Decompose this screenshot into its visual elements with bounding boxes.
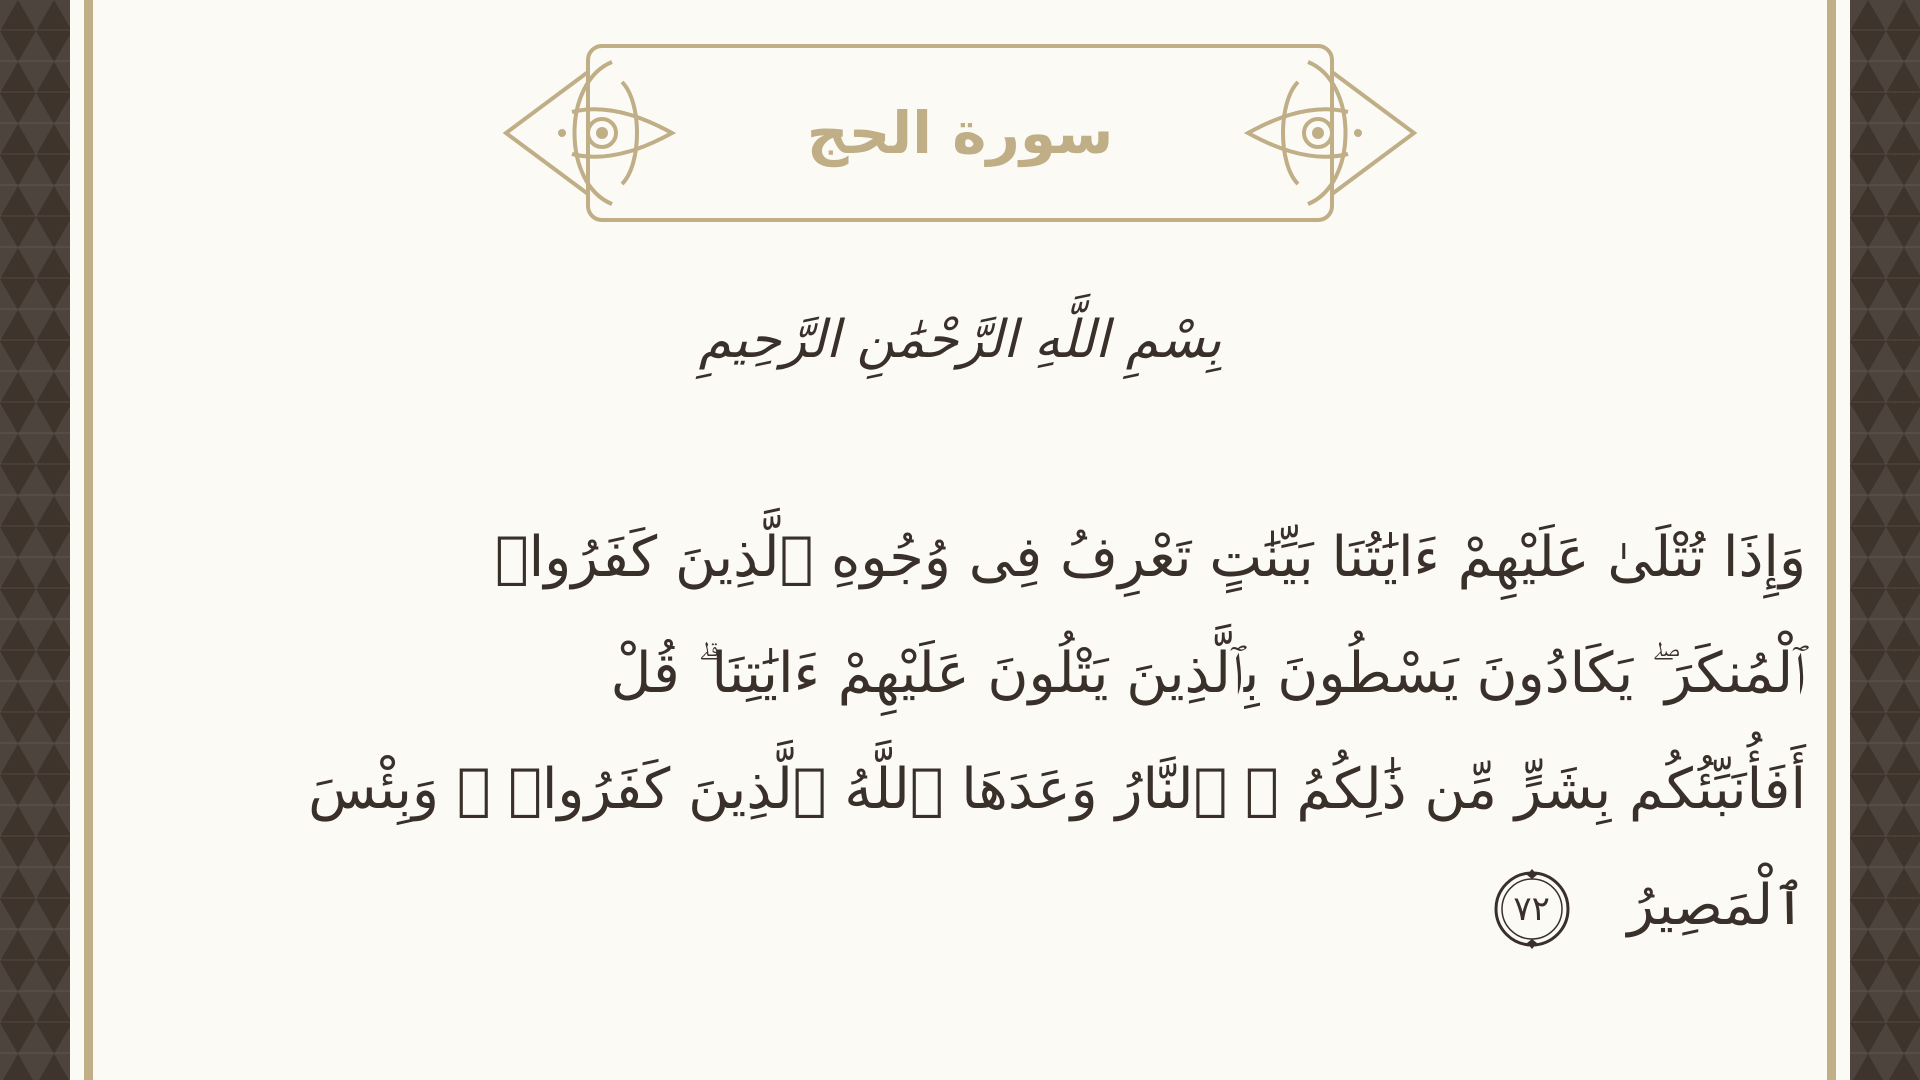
right-gold-rule bbox=[1827, 0, 1836, 1080]
ayah-end-marker bbox=[1490, 867, 1574, 951]
verse-line-3: أَفَأُنَبِّئُكُم بِشَرٍّ مِّن ذَٰلِكُمُ ۗ ٱلنَّارُ وَعَدَهَا ٱللَّهُ ٱلَّذِينَ كَفَرُوا۟ ۖ وَبِئْسَ bbox=[308, 757, 1806, 822]
verse-line-4-text: ٱلْمَصِيرُ bbox=[1627, 873, 1806, 938]
surah-title-frame bbox=[502, 42, 1418, 224]
verse-line-1: وَإِذَا تُتْلَىٰ عَلَيْهِمْ ءَايَٰتُنَا بَيِّنَٰتٍ تَعْرِفُ فِى وُجُوهِ ٱلَّذِينَ كَفَرُوا۟ bbox=[495, 525, 1806, 590]
verse-text bbox=[308, 500, 1806, 964]
basmala-calligraphy: بِسْمِ اللَّهِ الرَّحْمَٰنِ الرَّحِيمِ bbox=[698, 310, 1222, 370]
right-ornamental-border bbox=[1850, 0, 1920, 1080]
left-gold-rule bbox=[84, 0, 93, 1080]
surah-title: سورة الحج bbox=[806, 99, 1114, 167]
ayah-number: ٧٢ bbox=[1513, 888, 1550, 929]
left-ornamental-border bbox=[0, 0, 70, 1080]
verse-line-2: ٱلْمُنكَرَ ۖ يَكَادُونَ يَسْطُونَ بِٱلَّذِينَ يَتْلُونَ عَلَيْهِمْ ءَايَٰتِنَا ۗ قُلْ bbox=[610, 641, 1806, 706]
verse-line-4 bbox=[360, 848, 1806, 964]
